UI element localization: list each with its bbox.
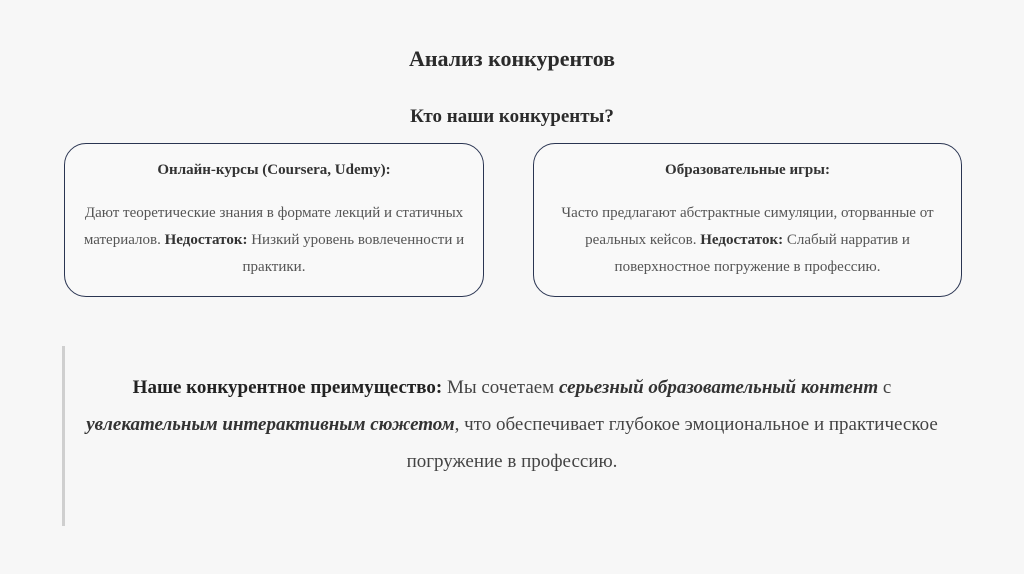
competitive-advantage-quote [80,369,944,480]
slide-subtitle: Кто наши конкуренты? [410,106,614,127]
drawback-label: Недостаток: [164,232,248,248]
advantage-text-1: Мы сочетаем [442,377,559,398]
card-text: Часто предлагают абстрактные симуляции, оторванные от реальных кейсов. [561,205,934,248]
advantage-text-2: с [878,377,892,398]
card-description [548,200,947,281]
competitor-card-educational-games [533,143,962,297]
advantage-emphasis-content: серьезный образовательный контент [558,377,879,398]
advantage-text-3: , что обеспечивает глубокое эмоциональное и практическое погружение в профессию. [406,414,938,472]
quote-bar [62,346,65,526]
advantage-emphasis-story: увлекательным интерактивным сюжетом [86,414,455,435]
drawback-text: Низкий уровень вовлеченности и практики. [242,232,465,275]
advantage-label: Наше конкурентное преимущество: [132,377,443,398]
card-title: Онлайн-курсы (Coursera, Udemy): [157,162,391,178]
card-title: Образовательные игры: [665,162,830,178]
competitor-card-online-courses [64,143,484,297]
drawback-label: Недостаток: [700,232,784,248]
card-text: Дают теоретические знания в формате лекций и статичных материалов. [83,205,464,248]
drawback-text: Слабый нарратив и поверхностное погружение в профессию. [614,232,910,275]
slide-title: Анализ конкурентов [408,46,616,71]
card-description [79,200,469,281]
